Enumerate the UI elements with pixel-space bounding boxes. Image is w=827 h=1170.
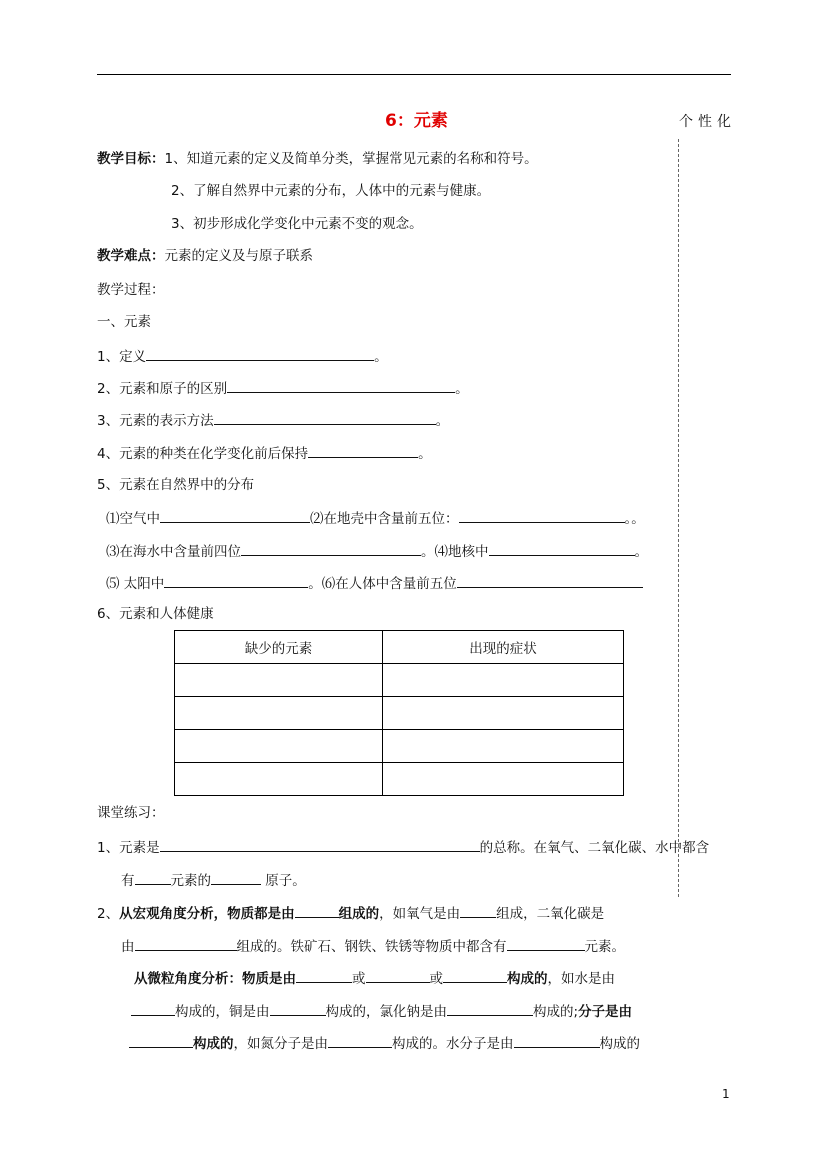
practice-2-line-2 [121,936,625,956]
practice-2-text: 分子是由 [578,1004,633,1020]
question-2-label: 2、元素和原子的区别 [97,381,228,397]
practice-2-line-5 [129,1033,640,1053]
question-3-label: 3、元素的表示方法 [97,413,214,429]
practice-2-line-3 [134,968,615,988]
practice-1-text: 原子。 [261,873,306,889]
practice-2-text: 由 [121,939,135,955]
crust-label: ⑵在地壳中含量前五位： [310,511,459,527]
answer-blank[interactable] [129,1033,193,1048]
answer-blank[interactable] [164,573,308,588]
practice-2-text: ，如水是由 [547,971,615,987]
answer-blank[interactable] [135,870,171,885]
question-4 [97,443,432,463]
practice-2-text: 组成的 [338,906,380,922]
answer-blank[interactable] [366,968,430,983]
answer-blank[interactable] [308,443,418,458]
table-cell[interactable] [383,664,624,697]
practice-1-text: 有 [121,873,135,889]
practice-2-text: 构成的 [507,971,548,987]
objectives-line-1 [97,150,538,168]
practice-2-text: 从微粒角度分析：物质是由 [134,971,296,987]
practice-heading: 课堂练习： [97,805,165,821]
practice-2-text: 元素。 [584,939,625,955]
table-header-row [175,631,624,664]
practice-2-text: 构成的 [599,1036,640,1052]
question-3 [97,410,449,430]
answer-blank[interactable] [211,870,261,885]
answer-blank[interactable] [507,936,585,951]
answer-blank[interactable] [146,346,374,361]
objective-3: 3、初步形成化学变化中元素不变的观念。 [171,216,423,232]
answer-blank[interactable] [160,508,310,523]
practice-2-text: ，如氮分子是由 [233,1036,328,1052]
answer-blank[interactable] [270,1001,326,1016]
table-row [175,664,624,697]
table-cell[interactable] [383,697,624,730]
question-1-end: 。 [374,349,388,365]
sea-end: 。 [421,544,435,560]
answer-blank[interactable] [328,1033,392,1048]
answer-blank[interactable] [457,573,643,588]
question-4-label: 4、元素的种类在化学变化前后保持 [97,446,309,462]
margin-note: 个性化 [679,114,736,130]
answer-blank[interactable] [227,378,455,393]
crust-end: 。。 [624,511,645,527]
table-header-symptom: 出现的症状 [383,631,624,664]
difficulty-label: 教学难点： [97,248,165,264]
practice-2-text: 构成的，氯化钠是由 [325,1004,447,1020]
answer-blank[interactable] [514,1033,600,1048]
answer-blank[interactable] [135,936,237,951]
answer-blank[interactable] [443,968,507,983]
distribution-line-2 [106,541,648,561]
table-row [175,763,624,796]
air-label: ⑴空气中 [106,511,160,527]
practice-2-label: 2、 [97,906,120,922]
page-title: 6：元素 [385,111,448,131]
practice-2-text: 或 [352,971,366,987]
answer-blank[interactable] [160,837,480,852]
page-number: 1 [722,1087,730,1101]
practice-2-text: ，如氧气是由 [379,906,461,922]
practice-1-line-1 [97,837,709,857]
sun-end: 。 [308,576,322,592]
answer-blank[interactable] [489,541,635,556]
sea-label: ⑶在海水中含量前四位 [106,544,241,560]
question-5: 5、元素在自然界中的分布 [97,477,255,493]
answer-blank[interactable] [459,508,625,523]
practice-2-text: 构成的。水分子是由 [392,1036,514,1052]
header-rule [97,74,731,75]
answer-blank[interactable] [460,903,496,918]
answer-blank[interactable] [131,1001,175,1016]
objectives-label: 教学目标： [97,151,165,167]
section-heading: 一、元素 [97,314,151,330]
practice-1-text: 的总称。在氧气、二氧化碳、水中都含 [479,840,710,856]
table-cell[interactable] [175,763,383,796]
distribution-line-3 [106,573,643,593]
table-row [175,730,624,763]
practice-1-text: 元素的 [170,873,211,889]
question-2 [97,378,469,398]
health-table [174,630,624,796]
answer-blank[interactable] [214,410,436,425]
table-cell[interactable] [383,730,624,763]
sun-label: ⑸ 太阳中 [106,576,165,592]
table-cell[interactable] [175,730,383,763]
distribution-line-1 [106,508,645,528]
table-row [175,697,624,730]
difficulty-text: 元素的定义及与原子联系 [164,248,313,264]
practice-1-line-2 [121,870,306,890]
process-heading: 教学过程： [97,282,165,298]
table-cell[interactable] [175,664,383,697]
body-label: ⑹在人体中含量前五位 [321,576,457,592]
practice-2-text: 构成的 [193,1036,234,1052]
practice-2-line-4 [131,1001,632,1021]
difficulty-line [97,247,313,265]
answer-blank[interactable] [447,1001,533,1016]
practice-2-text: ; [573,1004,579,1020]
answer-blank[interactable] [295,903,339,918]
objective-2: 2、了解自然界中元素的分布，人体中的元素与健康。 [171,183,491,199]
question-6: 6、元素和人体健康 [97,606,214,622]
question-2-end: 。 [455,381,469,397]
practice-2-text: 构成的，铜是由 [175,1004,270,1020]
practice-2-text: 组成的。铁矿石、钢铁、铁锈等物质中都含有 [236,939,507,955]
question-3-end: 。 [435,413,450,429]
practice-2-text: 从宏观角度分析，物质都是由 [119,906,295,922]
answer-blank[interactable] [296,968,352,983]
objective-1: 1、知道元素的定义及简单分类，掌握常见元素的名称和符号。 [164,151,538,167]
table-cell[interactable] [175,697,383,730]
practice-2-text: 构成的 [533,1004,574,1020]
question-1 [97,346,388,366]
question-4-end: 。 [418,446,432,462]
table-cell[interactable] [383,763,624,796]
practice-2-text: 组成，二氧化碳是 [496,906,605,922]
question-1-label: 1、定义 [97,349,147,365]
answer-blank[interactable] [241,541,421,556]
practice-2-text: 或 [429,971,443,987]
practice-2-line-1 [97,903,604,923]
core-label: ⑷地核中 [434,544,489,560]
table-header-element: 缺少的元素 [175,631,383,664]
practice-1-label: 1、元素是 [97,840,160,856]
margin-divider [678,139,679,897]
core-end: 。 [634,544,648,560]
